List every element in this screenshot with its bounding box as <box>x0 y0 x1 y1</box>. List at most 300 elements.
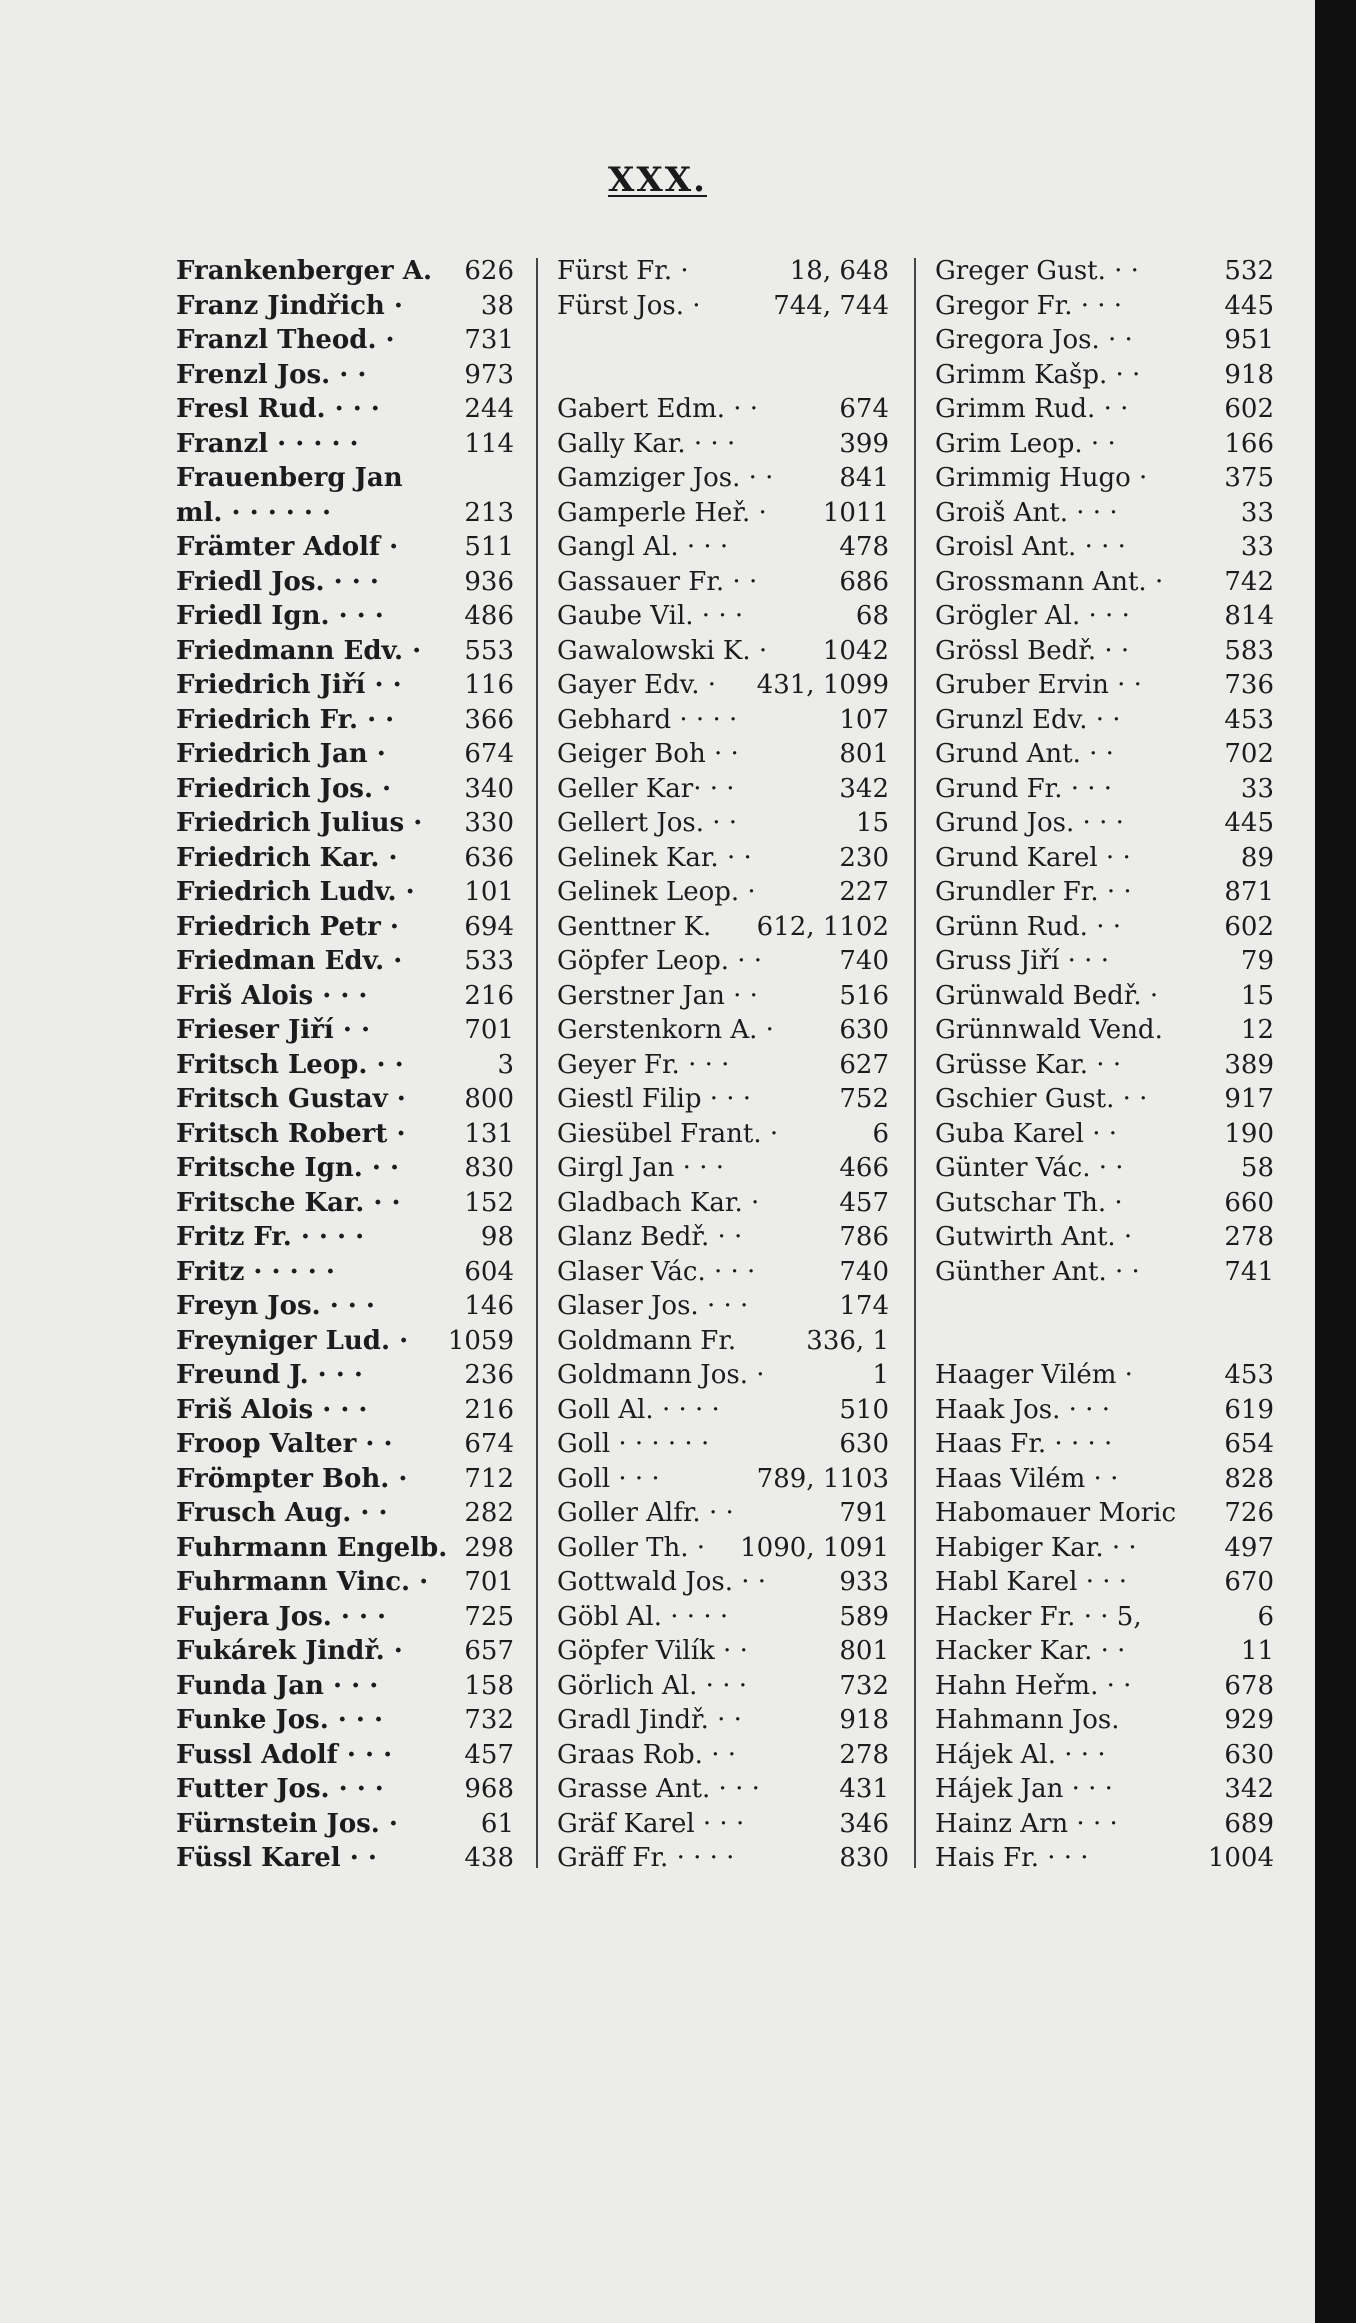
index-entry <box>176 1186 514 1221</box>
index-entry <box>935 875 1274 910</box>
entry-page-number: 1 <box>872 1360 889 1390</box>
index-entry <box>176 1358 514 1393</box>
entry-name: Grüsse Kar. · · <box>935 1049 1122 1080</box>
entry-page-number: 786 <box>839 1222 889 1252</box>
entry-name: Goll · · · <box>557 1463 660 1494</box>
index-entry <box>935 1427 1274 1462</box>
entry-name: Gerstner Jan · · <box>557 980 758 1011</box>
entry-page-number: 15 <box>855 808 889 838</box>
entry-name: Grund Fr. · · · <box>935 773 1113 804</box>
entry-name: Gregor Fr. · · · <box>935 290 1123 321</box>
index-entry <box>176 979 514 1014</box>
index-entry <box>935 668 1274 703</box>
entry-page-number: 445 <box>1224 808 1274 838</box>
entry-page-number: 828 <box>1224 1463 1274 1494</box>
entry-name: Genttner K. <box>557 911 712 942</box>
entry-name: Gabert Edm. · · <box>557 394 759 424</box>
entry-name: Funke Jos. · · · <box>176 1705 384 1735</box>
entry-page-number: 933 <box>839 1567 889 1597</box>
entry-name: Fritsche Kar. · · <box>176 1187 401 1218</box>
entry-name: Gayer Edv. · <box>557 670 717 700</box>
index-entry <box>935 1117 1274 1152</box>
entry-name: Grossmann Ant. · <box>935 566 1164 597</box>
entry-name: Habl Karel · · · <box>935 1567 1128 1597</box>
entry-name: Franzl · · · · · <box>176 428 359 459</box>
index-entry <box>557 1600 889 1635</box>
index-entry <box>935 944 1274 979</box>
entry-name: Friedl Jos. · · · <box>176 566 379 597</box>
index-entry <box>176 1427 514 1462</box>
entry-page-number: 3 <box>497 1049 514 1080</box>
entry-page-number: 98 <box>480 1222 514 1252</box>
entry-name: Friš Alois · · · <box>176 1394 368 1425</box>
index-entry <box>557 1634 889 1669</box>
index-entry <box>557 1186 889 1221</box>
entry-name: Frankenberger A. <box>176 256 433 286</box>
entry-name: Fritz Fr. · · · · <box>176 1222 365 1252</box>
entry-page-number: 298 <box>464 1532 514 1563</box>
entry-name: Glaser Vác. · · · <box>557 1256 756 1287</box>
index-entry <box>176 1255 514 1290</box>
index-entry <box>935 530 1274 565</box>
entry-name: Günter Vác. · · <box>935 1153 1124 1183</box>
entry-page-number: 457 <box>464 1739 514 1770</box>
entry-page-number: 486 <box>464 601 514 631</box>
entry-page-number: 689 <box>1224 1808 1274 1839</box>
entry-name: Gally Kar. · · · <box>557 428 736 459</box>
entry-name: Friedrich Jan · <box>176 739 386 769</box>
index-entry <box>557 1151 889 1186</box>
index-entry <box>557 565 889 600</box>
index-entry <box>557 979 889 1014</box>
index-entry <box>935 1496 1274 1531</box>
index-entry <box>935 772 1274 807</box>
entry-page-number: 244 <box>464 394 514 424</box>
entry-name: Göpfer Vilík · · <box>557 1636 748 1666</box>
entry-name: Grim Leop. · · <box>935 428 1116 459</box>
index-entry <box>935 1289 1274 1324</box>
entry-name: Göpfer Leop. · · <box>557 946 763 976</box>
entry-page-number: 752 <box>839 1084 889 1114</box>
entry-name: Främter Adolf · <box>176 532 399 562</box>
index-entry <box>557 944 889 979</box>
entry-page-number: 951 <box>1224 325 1274 355</box>
index-entry <box>935 910 1274 945</box>
index-entry <box>176 1634 514 1669</box>
index-entry <box>935 358 1274 393</box>
index-entry <box>176 1565 514 1600</box>
index-entry <box>557 703 889 738</box>
entry-page-number: 12 <box>1240 1015 1274 1045</box>
entry-name: Franz Jindřich · <box>176 290 403 321</box>
column-divider <box>536 258 538 1868</box>
index-entry <box>557 323 889 358</box>
entry-name: Grund Karel · · <box>935 842 1131 873</box>
index-entry <box>557 910 889 945</box>
entry-page-number: 583 <box>1224 635 1274 666</box>
index-entry <box>176 910 514 945</box>
entry-name: Grimm Rud. · · <box>935 394 1129 424</box>
index-entry <box>176 254 514 289</box>
index-entry <box>176 289 514 324</box>
entry-name: Gräf Karel · · · <box>557 1808 745 1839</box>
index-entry <box>557 599 889 634</box>
index-entry <box>935 599 1274 634</box>
entry-name: Friedrich Jiří · · <box>176 670 402 700</box>
index-entry <box>557 1496 889 1531</box>
index-entry <box>935 1531 1274 1566</box>
index-entry <box>557 1358 889 1393</box>
index-entry <box>935 1255 1274 1290</box>
entry-page-number: 830 <box>839 1843 889 1873</box>
entry-page-number: 929 <box>1224 1705 1274 1735</box>
entry-name: Hacker Fr. · · 5, <box>935 1601 1142 1632</box>
entry-page-number: 630 <box>839 1429 889 1459</box>
entry-page-number: 216 <box>464 1394 514 1425</box>
entry-page-number: 841 <box>839 463 889 493</box>
index-entry <box>176 737 514 772</box>
entry-name: Gruber Ervin · · <box>935 670 1142 700</box>
entry-page-number: 68 <box>855 601 889 631</box>
entry-name: Giestl Filip · · · <box>557 1084 752 1114</box>
entry-page-number: 740 <box>839 1256 889 1287</box>
index-entry <box>176 323 514 358</box>
entry-name: Gamziger Jos. · · <box>557 463 774 493</box>
index-entry <box>176 392 514 427</box>
entry-name: Fujera Jos. · · · <box>176 1601 387 1632</box>
entry-name: ml. · · · · · · <box>176 497 332 528</box>
entry-name: Franzl Theod. · <box>176 325 395 355</box>
index-entry <box>557 806 889 841</box>
entry-page-number <box>510 461 514 496</box>
entry-name: Grimm Kašp. · · <box>935 359 1141 390</box>
entry-name: Guba Karel · · <box>935 1118 1118 1149</box>
entry-name: Freyn Jos. · · · <box>176 1291 375 1321</box>
entry-page-number: 674 <box>464 1429 514 1459</box>
entry-page-number: 89 <box>1240 842 1274 873</box>
entry-page-number: 1004 <box>1207 1843 1274 1873</box>
entry-page-number: 336, 1 <box>806 1325 889 1356</box>
index-entry <box>935 1669 1274 1704</box>
index-entry <box>557 875 889 910</box>
entry-name: Grund Ant. · · <box>935 739 1114 769</box>
entry-page-number: 917 <box>1224 1084 1274 1114</box>
index-entry <box>176 1013 514 1048</box>
entry-page-number: 114 <box>464 428 514 459</box>
entry-page-number: 627 <box>839 1049 889 1080</box>
entry-name: Groisl Ant. · · · <box>935 532 1126 562</box>
entry-page-number: 278 <box>839 1739 889 1770</box>
entry-page-number: 678 <box>1224 1670 1274 1701</box>
index-entry <box>176 1220 514 1255</box>
index-entry <box>557 737 889 772</box>
index-entry <box>935 1393 1274 1428</box>
entry-name: Graas Rob. · · <box>557 1739 737 1770</box>
entry-name: Goldmann Jos. · <box>557 1360 765 1390</box>
index-entry <box>935 254 1274 289</box>
entry-name: Görlich Al. · · · <box>557 1670 747 1701</box>
entry-page-number: 1059 <box>447 1325 514 1356</box>
index-entry <box>557 1738 889 1773</box>
entry-page-number: 732 <box>464 1705 514 1735</box>
entry-name: Hájek Al. · · · <box>935 1739 1106 1770</box>
index-entry <box>935 1703 1274 1738</box>
index-entry <box>176 1289 514 1324</box>
index-entry <box>176 1738 514 1773</box>
index-entry <box>935 496 1274 531</box>
entry-page-number: 742 <box>1224 566 1274 597</box>
index-entry <box>176 1807 514 1842</box>
index-entry <box>935 1013 1274 1048</box>
index-entry <box>557 1669 889 1704</box>
index-entry <box>935 1634 1274 1669</box>
entry-page-number: 342 <box>839 773 889 804</box>
index-entry <box>935 1186 1274 1221</box>
entry-name: Goll · · · · · · <box>557 1429 710 1459</box>
entry-name: Fürst Fr. · <box>557 256 689 286</box>
entry-name: Freund J. · · · <box>176 1360 363 1390</box>
entry-page-number: 533 <box>464 946 514 976</box>
entry-name: Grunzl Edv. · · <box>935 704 1121 735</box>
entry-page-number: 131 <box>464 1118 514 1149</box>
entry-page-number: 801 <box>839 739 889 769</box>
entry-page-number: 510 <box>839 1394 889 1425</box>
index-entry <box>557 1565 889 1600</box>
index-entry <box>935 1324 1274 1359</box>
index-entry <box>935 634 1274 669</box>
index-entry <box>557 1082 889 1117</box>
entry-page-number: 712 <box>464 1463 514 1494</box>
index-entry <box>557 1117 889 1152</box>
index-entry <box>557 1393 889 1428</box>
entry-name: Hainz Arn · · · <box>935 1808 1118 1839</box>
index-entry <box>557 1289 889 1324</box>
entry-page-number: 478 <box>839 532 889 562</box>
index-entry <box>557 772 889 807</box>
index-entry <box>176 1117 514 1152</box>
entry-name: Frenzl Jos. · · <box>176 359 367 390</box>
index-entry <box>557 1531 889 1566</box>
entry-name: Fuhrmann Engelb. <box>176 1532 448 1563</box>
entry-page-number: 438 <box>464 1843 514 1873</box>
index-column-1 <box>176 254 514 1876</box>
entry-name: Gladbach Kar. · <box>557 1187 760 1218</box>
entry-name: Grimmig Hugo · <box>935 463 1148 493</box>
index-entry <box>557 496 889 531</box>
page-number-header: XXX. <box>608 160 707 200</box>
entry-page-number: 58 <box>1240 1153 1274 1183</box>
entry-name: Fritz · · · · · <box>176 1256 335 1287</box>
entry-name: Grasse Ant. · · · <box>557 1774 760 1804</box>
entry-page-number: 589 <box>839 1601 889 1632</box>
entry-name: Gräff Fr. · · · · <box>557 1843 735 1873</box>
index-entry <box>935 841 1274 876</box>
entry-page-number: 399 <box>839 428 889 459</box>
entry-page-number: 79 <box>1240 946 1274 976</box>
entry-page-number: 213 <box>464 497 514 528</box>
entry-name: Gelinek Kar. · · <box>557 842 752 873</box>
index-entry <box>176 944 514 979</box>
entry-page-number: 431 <box>839 1774 889 1804</box>
entry-name: Geyer Fr. · · · <box>557 1049 730 1080</box>
entry-page-number: 453 <box>1224 704 1274 735</box>
entry-name: Goll Al. · · · · <box>557 1394 720 1425</box>
entry-name: Freyniger Lud. · <box>176 1325 409 1356</box>
entry-page-number: 107 <box>839 704 889 735</box>
entry-name: Grünn Rud. · · <box>935 911 1121 942</box>
entry-page-number: 511 <box>464 532 514 562</box>
index-entry <box>176 1496 514 1531</box>
entry-page-number: 346 <box>839 1808 889 1839</box>
entry-name: Friedrich Jos. · <box>176 773 392 804</box>
entry-name: Gellert Jos. · · <box>557 808 738 838</box>
entry-name: Fritsch Leop. · · <box>176 1049 404 1080</box>
entry-name: Friedl Ign. · · · <box>176 601 384 631</box>
entry-page-number: 6 <box>1257 1601 1274 1632</box>
entry-page-number: 457 <box>839 1187 889 1218</box>
entry-page-number: 330 <box>464 808 514 838</box>
index-entry <box>176 1151 514 1186</box>
entry-name: Goldmann Fr. <box>557 1325 737 1356</box>
entry-name: Grössl Bedř. · · <box>935 635 1130 666</box>
entry-page-number: 694 <box>464 911 514 942</box>
entry-name: Goller Alfr. · · <box>557 1498 734 1528</box>
entry-name: Glanz Bedř. · · <box>557 1222 743 1252</box>
index-entry <box>176 1082 514 1117</box>
entry-page-number: 61 <box>480 1808 514 1839</box>
entry-name: Haas Fr. · · · · <box>935 1429 1113 1459</box>
index-entry <box>176 1048 514 1083</box>
book-spine-edge <box>1315 0 1356 2323</box>
index-entry <box>557 1324 889 1359</box>
entry-page-number: 871 <box>1224 877 1274 907</box>
entry-page-number: 602 <box>1224 394 1274 424</box>
index-entry <box>557 1807 889 1842</box>
entry-page-number: 968 <box>464 1774 514 1804</box>
entry-name: Gschier Gust. · · <box>935 1084 1148 1114</box>
entry-page-number: 15 <box>1240 980 1274 1011</box>
index-entry <box>176 875 514 910</box>
index-entry <box>935 1600 1274 1635</box>
entry-name: Hahmann Jos. <box>935 1705 1120 1735</box>
entry-page-number: 375 <box>1224 463 1274 493</box>
entry-name: Friedrich Kar. · <box>176 842 398 873</box>
index-entry <box>935 1738 1274 1773</box>
entry-name: Gutwirth Ant. · <box>935 1222 1133 1252</box>
entry-name: Hájek Jan · · · <box>935 1774 1113 1804</box>
index-entry <box>935 1048 1274 1083</box>
index-entry <box>935 1220 1274 1255</box>
index-entry <box>557 1427 889 1462</box>
entry-name: Fussl Adolf · · · <box>176 1739 393 1770</box>
entry-name: Grund Jos. · · · <box>935 808 1124 838</box>
entry-page-number: 190 <box>1224 1118 1274 1149</box>
entry-name: Girgl Jan · · · <box>557 1153 724 1183</box>
entry-name: Friedrich Petr · <box>176 911 399 942</box>
entry-name: Haas Vilém · · <box>935 1463 1119 1494</box>
entry-name: Fritsch Gustav · <box>176 1084 406 1114</box>
entry-page-number: 830 <box>464 1153 514 1183</box>
entry-name: Fürnstein Jos. · <box>176 1808 398 1839</box>
entry-name: Gassauer Fr. · · <box>557 566 758 597</box>
entry-name: Gottwald Jos. · · <box>557 1567 767 1597</box>
entry-page-number: 6 <box>872 1118 889 1149</box>
index-entry <box>557 1255 889 1290</box>
index-column-2 <box>557 254 889 1876</box>
index-entry <box>176 599 514 634</box>
entry-name: Grünwald Bedř. · <box>935 980 1159 1011</box>
entry-page-number: 282 <box>464 1498 514 1528</box>
index-entry <box>176 358 514 393</box>
index-entry <box>176 1703 514 1738</box>
entry-page-number: 278 <box>1224 1222 1274 1252</box>
entry-name: Frusch Aug. · · <box>176 1498 388 1528</box>
entry-name: Gradl Jindř. · · <box>557 1705 742 1735</box>
index-entry <box>176 1324 514 1359</box>
entry-name: Gutschar Th. · <box>935 1187 1123 1218</box>
index-entry <box>176 703 514 738</box>
entry-page-number: 670 <box>1224 1567 1274 1597</box>
index-entry <box>557 1772 889 1807</box>
index-entry <box>557 1013 889 1048</box>
index-entry <box>935 1772 1274 1807</box>
entry-name: Grögler Al. · · · <box>935 601 1130 631</box>
entry-name: Grünnwald Vend. <box>935 1015 1163 1045</box>
entry-page-number: 800 <box>464 1084 514 1114</box>
index-entry <box>557 358 889 393</box>
entry-page-number: 38 <box>480 290 514 321</box>
entry-page-number: 736 <box>1224 670 1274 700</box>
index-entry <box>935 979 1274 1014</box>
index-entry <box>176 1600 514 1635</box>
entry-page-number: 445 <box>1224 290 1274 321</box>
index-entry <box>176 1841 514 1876</box>
entry-page-number: 740 <box>839 946 889 976</box>
entry-name: Friedrich Fr. · · <box>176 704 395 735</box>
entry-page-number: 33 <box>1240 532 1274 562</box>
entry-name: Gerstenkorn A. · <box>557 1015 774 1045</box>
entry-name: Greger Gust. · · <box>935 256 1139 286</box>
index-entry <box>557 1841 889 1876</box>
index-entry <box>557 1703 889 1738</box>
entry-name: Geiger Boh · · <box>557 739 739 769</box>
entry-page-number: 1042 <box>822 635 889 666</box>
index-entry <box>935 427 1274 462</box>
entry-page-number: 612, 1102 <box>756 911 889 942</box>
index-entry <box>176 565 514 600</box>
entry-page-number: 918 <box>1224 359 1274 390</box>
column-divider <box>914 258 916 1868</box>
index-entry <box>935 806 1274 841</box>
index-entry <box>176 530 514 565</box>
index-entry <box>935 323 1274 358</box>
index-entry <box>557 530 889 565</box>
index-entry <box>557 1220 889 1255</box>
entry-page-number: 725 <box>464 1601 514 1632</box>
index-entry <box>176 496 514 531</box>
entry-name: Giesübel Frant. · <box>557 1118 779 1149</box>
entry-page-number: 389 <box>1224 1049 1274 1080</box>
index-entry <box>176 1669 514 1704</box>
entry-page-number: 789, 1103 <box>756 1463 889 1494</box>
entry-page-number: 604 <box>464 1256 514 1287</box>
entry-name: Fritsch Robert · <box>176 1118 406 1149</box>
index-entry <box>557 461 889 496</box>
entry-page-number: 33 <box>1240 497 1274 528</box>
index-entry <box>557 841 889 876</box>
entry-page-number: 630 <box>1224 1739 1274 1770</box>
index-entry <box>176 1393 514 1428</box>
